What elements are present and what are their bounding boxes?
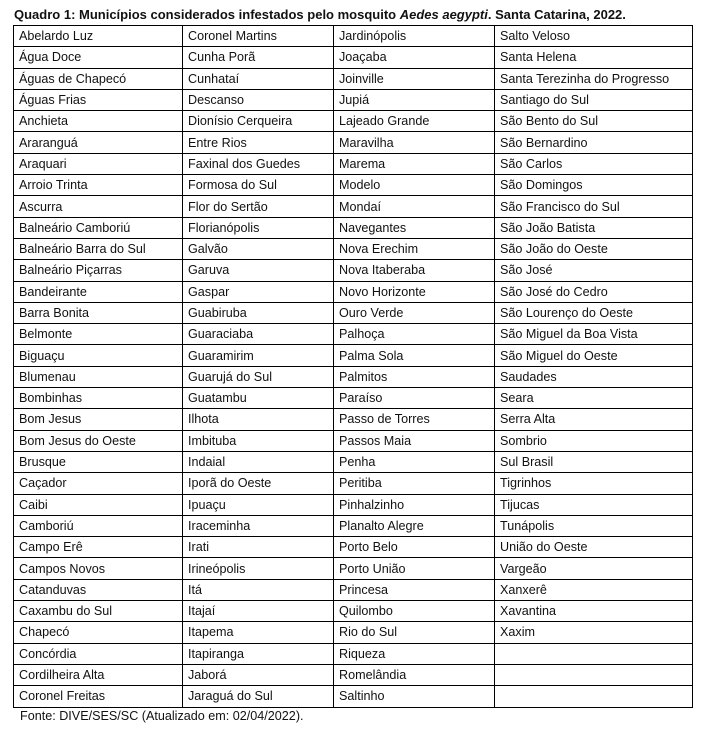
table-row (14, 601, 693, 622)
municipality-cell (495, 664, 693, 685)
table-row (14, 153, 693, 174)
table-row (14, 409, 693, 430)
table-row (14, 537, 693, 558)
municipality-cell: Sombrio (495, 430, 693, 451)
municipality-cell: Tunápolis (495, 515, 693, 536)
municipality-cell: Entre Rios (183, 132, 334, 153)
municipality-cell: Jupiá (334, 89, 495, 110)
municipality-cell: Porto União (334, 558, 495, 579)
municipality-cell: Itapema (183, 622, 334, 643)
municipality-cell: Modelo (334, 175, 495, 196)
municipality-cell: Dionísio Cerqueira (183, 111, 334, 132)
municipality-cell: Marema (334, 153, 495, 174)
municipality-cell: Cunha Porã (183, 47, 334, 68)
table-row (14, 622, 693, 643)
table-row (14, 217, 693, 238)
municipality-cell: Mondaí (334, 196, 495, 217)
municipality-cell: Seara (495, 388, 693, 409)
table-row (14, 68, 693, 89)
municipality-cell: São João Batista (495, 217, 693, 238)
table-row (14, 366, 693, 387)
table-row (14, 686, 693, 707)
table-row (14, 345, 693, 366)
municipality-cell: Saudades (495, 366, 693, 387)
municipality-cell: Itapiranga (183, 643, 334, 664)
municipality-cell: Bombinhas (14, 388, 183, 409)
municipality-cell: Peritiba (334, 473, 495, 494)
municipality-cell: Ipuaçu (183, 494, 334, 515)
municipality-cell: Garuva (183, 260, 334, 281)
municipality-cell: Palmitos (334, 366, 495, 387)
municipality-cell: Concórdia (14, 643, 183, 664)
municipalities-table-body (14, 26, 693, 708)
municipality-cell: São Carlos (495, 153, 693, 174)
municipality-cell: União do Oeste (495, 537, 693, 558)
table-row (14, 388, 693, 409)
municipality-cell: Ouro Verde (334, 302, 495, 323)
municipality-cell: Paraíso (334, 388, 495, 409)
municipality-cell: Arroio Trinta (14, 175, 183, 196)
municipality-cell (495, 643, 693, 664)
municipality-cell: São Domingos (495, 175, 693, 196)
municipality-cell: São João do Oeste (495, 238, 693, 259)
municipality-cell: Santiago do Sul (495, 89, 693, 110)
municipality-cell: São Bento do Sul (495, 111, 693, 132)
municipality-cell: Passo de Torres (334, 409, 495, 430)
municipality-cell: Araquari (14, 153, 183, 174)
municipality-cell: Serra Alta (495, 409, 693, 430)
municipality-cell: Guatambu (183, 388, 334, 409)
municipality-cell: Indaial (183, 451, 334, 472)
municipality-cell: Planalto Alegre (334, 515, 495, 536)
municipality-cell: Formosa do Sul (183, 175, 334, 196)
municipality-cell: Brusque (14, 451, 183, 472)
municipality-cell: Palma Sola (334, 345, 495, 366)
municipality-cell: Tijucas (495, 494, 693, 515)
caption-prefix: Quadro 1: Municípios considerados infestados pelo mosquito (14, 7, 400, 22)
municipality-cell: Lajeado Grande (334, 111, 495, 132)
municipality-cell: Ascurra (14, 196, 183, 217)
municipality-cell: Campos Novos (14, 558, 183, 579)
municipality-cell: Águas Frias (14, 89, 183, 110)
municipality-cell: Vargeão (495, 558, 693, 579)
table-row (14, 643, 693, 664)
municipality-cell: Itajaí (183, 601, 334, 622)
table-row (14, 175, 693, 196)
table-row (14, 558, 693, 579)
municipality-cell: São Miguel da Boa Vista (495, 324, 693, 345)
municipality-cell: Palhoça (334, 324, 495, 345)
municipality-cell: Caxambu do Sul (14, 601, 183, 622)
municipality-cell: Saltinho (334, 686, 495, 707)
table-row (14, 26, 693, 47)
municipality-cell: Abelardo Luz (14, 26, 183, 47)
municipality-cell: Nova Erechim (334, 238, 495, 259)
table-row (14, 515, 693, 536)
municipality-cell: Irineópolis (183, 558, 334, 579)
municipality-cell: Guaramirim (183, 345, 334, 366)
municipality-cell: Xanxerê (495, 579, 693, 600)
municipality-cell: Bandeirante (14, 281, 183, 302)
municipality-cell: Joinville (334, 68, 495, 89)
municipality-cell: Galvão (183, 238, 334, 259)
municipality-cell: Chapecó (14, 622, 183, 643)
table-caption (14, 7, 626, 22)
municipality-cell: Catanduvas (14, 579, 183, 600)
municipality-cell: Camboriú (14, 515, 183, 536)
municipality-cell: Anchieta (14, 111, 183, 132)
municipality-cell: São Lourenço do Oeste (495, 302, 693, 323)
table-row (14, 111, 693, 132)
municipality-cell: Quilombo (334, 601, 495, 622)
municipality-cell (495, 686, 693, 707)
municipality-cell: Porto Belo (334, 537, 495, 558)
municipality-cell: Tigrinhos (495, 473, 693, 494)
municipality-cell: Jaborá (183, 664, 334, 685)
municipality-cell: Cordilheira Alta (14, 664, 183, 685)
municipality-cell: Flor do Sertão (183, 196, 334, 217)
municipality-cell: Imbituba (183, 430, 334, 451)
table-row (14, 430, 693, 451)
municipality-cell: Nova Itaberaba (334, 260, 495, 281)
municipality-cell: Biguaçu (14, 345, 183, 366)
caption-species: Aedes aegypti (399, 7, 488, 22)
municipality-cell: Balneário Barra do Sul (14, 238, 183, 259)
municipality-cell: Barra Bonita (14, 302, 183, 323)
municipality-cell: Ilhota (183, 409, 334, 430)
municipality-cell: Águas de Chapecó (14, 68, 183, 89)
municipality-cell: Faxinal dos Guedes (183, 153, 334, 174)
table-row (14, 302, 693, 323)
table-row (14, 132, 693, 153)
municipality-cell: São Francisco do Sul (495, 196, 693, 217)
table-row (14, 324, 693, 345)
municipality-cell: Santa Helena (495, 47, 693, 68)
municipality-cell: Novo Horizonte (334, 281, 495, 302)
municipality-cell: Coronel Martins (183, 26, 334, 47)
municipality-cell: Xavantina (495, 601, 693, 622)
municipality-cell: Jardinópolis (334, 26, 495, 47)
table-row (14, 664, 693, 685)
municipality-cell: Iporã do Oeste (183, 473, 334, 494)
municipality-cell: Xaxim (495, 622, 693, 643)
table-row (14, 260, 693, 281)
municipality-cell: Florianópolis (183, 217, 334, 238)
municipality-cell: Iraceminha (183, 515, 334, 536)
municipality-cell: Bom Jesus (14, 409, 183, 430)
municipality-cell: Caibi (14, 494, 183, 515)
municipality-cell: Bom Jesus do Oeste (14, 430, 183, 451)
municipality-cell: Navegantes (334, 217, 495, 238)
municipality-cell: São Bernardino (495, 132, 693, 153)
municipality-cell: São José do Cedro (495, 281, 693, 302)
municipality-cell: Araranguá (14, 132, 183, 153)
municipality-cell: Coronel Freitas (14, 686, 183, 707)
municipality-cell: Sul Brasil (495, 451, 693, 472)
municipality-cell: São José (495, 260, 693, 281)
municipality-cell: Passos Maia (334, 430, 495, 451)
municipality-cell: Joaçaba (334, 47, 495, 68)
table-row (14, 494, 693, 515)
municipality-cell: Blumenau (14, 366, 183, 387)
municipality-cell: Itá (183, 579, 334, 600)
municipality-cell: Campo Erê (14, 537, 183, 558)
municipality-cell: Guabiruba (183, 302, 334, 323)
table-row (14, 281, 693, 302)
municipality-cell: Salto Veloso (495, 26, 693, 47)
municipality-cell: Belmonte (14, 324, 183, 345)
municipality-cell: Caçador (14, 473, 183, 494)
table-row (14, 47, 693, 68)
municipality-cell: Irati (183, 537, 334, 558)
municipality-cell: Princesa (334, 579, 495, 600)
municipality-cell: Rio do Sul (334, 622, 495, 643)
municipalities-table (13, 25, 693, 708)
table-row (14, 238, 693, 259)
table-row (14, 473, 693, 494)
caption-suffix: . Santa Catarina, 2022. (487, 7, 626, 22)
municipality-cell: Romelândia (334, 664, 495, 685)
municipality-cell: São Miguel do Oeste (495, 345, 693, 366)
municipality-cell: Maravilha (334, 132, 495, 153)
municipality-cell: Santa Terezinha do Progresso (495, 68, 693, 89)
municipality-cell: Guarujá do Sul (183, 366, 334, 387)
municipality-cell: Balneário Camboriú (14, 217, 183, 238)
municipality-cell: Água Doce (14, 47, 183, 68)
municipality-cell: Gaspar (183, 281, 334, 302)
table-row (14, 89, 693, 110)
municipality-cell: Cunhataí (183, 68, 334, 89)
municipality-cell: Balneário Piçarras (14, 260, 183, 281)
municipality-cell: Penha (334, 451, 495, 472)
municipality-cell: Descanso (183, 89, 334, 110)
municipality-cell: Jaraguá do Sul (183, 686, 334, 707)
source-note: Fonte: DIVE/SES/SC (Atualizado em: 02/04/2022). (20, 709, 304, 723)
table-row (14, 579, 693, 600)
municipality-cell: Riqueza (334, 643, 495, 664)
municipality-cell: Guaraciaba (183, 324, 334, 345)
municipality-cell: Pinhalzinho (334, 494, 495, 515)
table-row (14, 451, 693, 472)
table-row (14, 196, 693, 217)
